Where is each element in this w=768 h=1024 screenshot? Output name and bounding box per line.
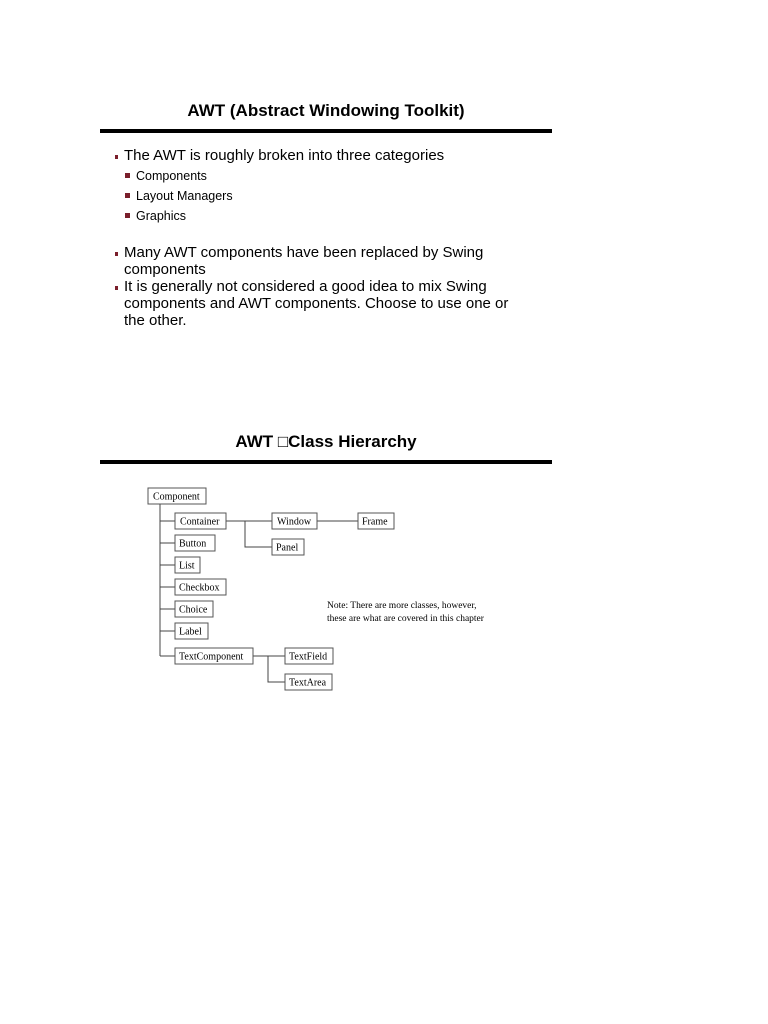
- slide1-title: AWT (Abstract Windowing Toolkit): [187, 101, 465, 120]
- bullet-text: The AWT is roughly broken into three categories: [124, 147, 445, 164]
- node-choice: [175, 601, 213, 617]
- node-textcomponent: [175, 648, 253, 664]
- node-list: [175, 557, 200, 573]
- subbullet-text: Components: [136, 169, 207, 183]
- node-label: Label: [179, 626, 202, 638]
- node-label: Panel: [276, 542, 299, 554]
- note-line: Note: There are more classes, however,: [327, 601, 477, 611]
- node-label: TextArea: [289, 677, 327, 689]
- node-label: TextComponent: [179, 651, 244, 663]
- node-textfield: [285, 648, 333, 664]
- diagram-note: [327, 600, 484, 626]
- note-line: these are what are covered in this chapter: [327, 614, 484, 624]
- subbullet-text: Graphics: [136, 209, 187, 223]
- node-label: Checkbox: [179, 582, 220, 594]
- node-label: Component: [153, 491, 200, 503]
- node-label: TextField: [289, 651, 328, 663]
- node-label: [175, 623, 208, 639]
- subbullet-text: Layout Managers: [136, 189, 233, 203]
- node-panel: [272, 539, 304, 555]
- node-label: Window: [277, 516, 312, 528]
- node-label: Frame: [362, 516, 388, 528]
- bullet-text: Many AWT components have been replaced by Swing components: [124, 244, 484, 278]
- node-label: Container: [180, 516, 220, 528]
- edge-textcomponent-textarea: [268, 656, 285, 682]
- node-label: Button: [179, 538, 207, 550]
- slide2-title: AWT □Class Hierarchy: [235, 432, 417, 451]
- node-container: [175, 513, 226, 529]
- node-label: Choice: [179, 604, 208, 616]
- node-frame: [358, 513, 394, 529]
- node-button: [175, 535, 215, 551]
- bullet-text: It is generally not considered a good idea to mix Swing components and AWT components. Choose to use one or the other.: [124, 278, 509, 329]
- node-label: List: [179, 560, 195, 572]
- node-textarea: [285, 674, 332, 690]
- node-window: [272, 513, 317, 529]
- node-checkbox: [175, 579, 226, 595]
- node-component: [148, 488, 206, 504]
- edge-container-panel: [245, 521, 272, 547]
